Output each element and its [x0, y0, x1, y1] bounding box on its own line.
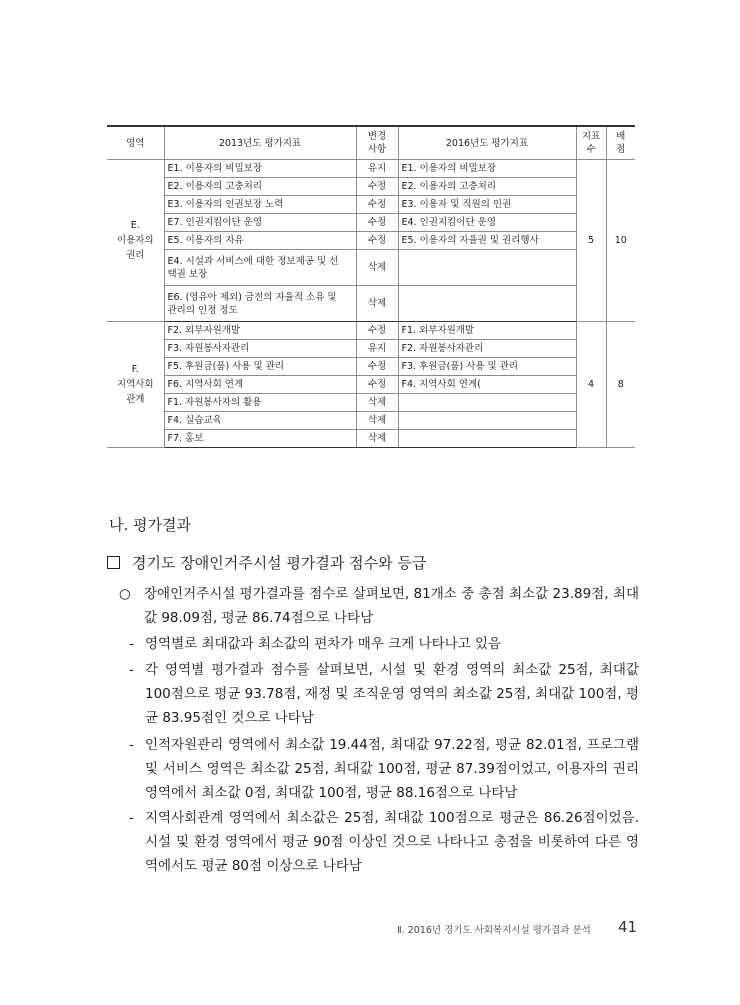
- dash-bullet-paragraph: [129, 632, 639, 656]
- old-indicator: F4. 실습교육: [164, 412, 356, 430]
- change-status: 삭제: [356, 430, 398, 448]
- change-status: 수정: [356, 322, 398, 340]
- table-row: [107, 430, 635, 448]
- new-indicator: E2. 이용자의 고충처리: [398, 178, 576, 196]
- change-status: 수정: [356, 178, 398, 196]
- old-indicator: E3. 이용자의 인권보장 노력: [164, 196, 356, 214]
- new-indicator: [398, 430, 576, 448]
- paragraph-text: 인적자원관리 영역에서 최소값 19.44점, 최대값 97.22점, 평균 82.01점, 프로그램 및 서비스 영역은 최소값 25점, 최대값 100점, 평균 87.39점이었고, 이용자의 권리 영역에서 최소값 0점, 최대값 100점, 평균 88.16점으로 나타남: [145, 737, 639, 801]
- count-e-cell: 5: [576, 160, 606, 322]
- new-indicator: F4. 지역사회 연계(: [398, 376, 576, 394]
- footer-chapter-text: Ⅱ. 2016년 경기도 사회복지시설 평가결과 분석: [397, 925, 591, 936]
- old-indicator: F1. 자원봉사자의 활용: [164, 394, 356, 412]
- evaluation-indicator-table: [107, 125, 635, 448]
- table-row: [107, 196, 635, 214]
- table-row: [107, 286, 635, 322]
- change-status: 유지: [356, 340, 398, 358]
- header-score: 배 점: [606, 126, 635, 160]
- paragraph-text: 장애인거주시설 평가결과를 점수로 살펴보면, 81개소 중 총점 최소값 23.89점, 최대값 98.09점, 평균 86.74점으로 나타남: [144, 586, 639, 626]
- group-e: [107, 160, 635, 322]
- dash-bullet-icon: -: [129, 737, 134, 753]
- square-bullet-icon: [107, 556, 120, 569]
- header-2016-indicator: 2016년도 평가지표: [398, 126, 576, 160]
- dash-bullet-icon: -: [129, 636, 134, 652]
- old-indicator: F5. 후원금(품) 사용 및 관리: [164, 358, 356, 376]
- table-header-row: [107, 126, 635, 160]
- count-f-cell: 4: [576, 322, 606, 448]
- new-indicator: F3. 후원금(품) 사용 및 관리: [398, 358, 576, 376]
- header-count: 지표 수: [576, 126, 606, 160]
- change-status: 삭제: [356, 250, 398, 286]
- dash-bullet-icon: -: [129, 662, 134, 678]
- change-status: 삭제: [356, 412, 398, 430]
- header-area: 영역: [107, 126, 164, 160]
- change-status: 수정: [356, 376, 398, 394]
- table-row: [107, 232, 635, 250]
- circle-bullet-paragraph: [119, 582, 639, 630]
- old-indicator: E4. 시설과 서비스에 대한 정보제공 및 선 택권 보장: [164, 250, 356, 286]
- dash-bullet-paragraph: [129, 806, 639, 878]
- table-row: [107, 394, 635, 412]
- new-indicator: [398, 412, 576, 430]
- group-f: [107, 322, 635, 448]
- change-status: 수정: [356, 232, 398, 250]
- new-indicator: F1. 외부자원개발: [398, 322, 576, 340]
- circle-bullet-icon: ○: [119, 586, 131, 602]
- table-row: [107, 322, 635, 340]
- score-f-cell: 8: [606, 322, 635, 448]
- table-row: [107, 358, 635, 376]
- old-indicator: F2. 외부자원개발: [164, 322, 356, 340]
- new-indicator: [398, 250, 576, 286]
- new-indicator: F2. 자원봉사자관리: [398, 340, 576, 358]
- subsection-title: [107, 552, 426, 573]
- old-indicator: E5. 이용자의 자유: [164, 232, 356, 250]
- paragraph-text: 지역사회관계 영역에서 최소값은 25점, 최대값 100점으로 평균은 86.26점이었음. 시설 및 환경 영역에서 평균 90점 이상인 것으로 나타나고 총점을 비롯하여 다른 영역에서도 평균 80점 이상으로 나타남: [145, 810, 639, 874]
- header-2013-indicator: 2013년도 평가지표: [164, 126, 356, 160]
- change-status: 삭제: [356, 286, 398, 322]
- old-indicator: E1. 이용자의 비밀보장: [164, 160, 356, 178]
- new-indicator: [398, 394, 576, 412]
- dash-bullet-paragraph: [129, 658, 639, 730]
- table-row: [107, 340, 635, 358]
- dash-bullet-paragraph: [129, 733, 639, 805]
- old-indicator: E2. 이용자의 고충처리: [164, 178, 356, 196]
- page-number: 41: [618, 918, 638, 936]
- new-indicator: E4. 인권지킴이단 운영: [398, 214, 576, 232]
- area-e-cell: E. 이용자의 권리: [107, 160, 164, 322]
- dash-bullet-icon: -: [129, 810, 134, 826]
- table-row: [107, 214, 635, 232]
- change-status: 유지: [356, 160, 398, 178]
- table-row: [107, 178, 635, 196]
- subsection-title-text: 경기도 장애인거주시설 평가결과 점수와 등급: [132, 554, 427, 572]
- section-title: 나. 평가결과: [109, 516, 191, 534]
- new-indicator: E1. 이용자의 비밀보장: [398, 160, 576, 178]
- change-status: 삭제: [356, 394, 398, 412]
- old-indicator: E6. (영유아 제외) 금전의 자율적 소유 및 관리의 인정 정도: [164, 286, 356, 322]
- change-status: 수정: [356, 196, 398, 214]
- new-indicator: [398, 286, 576, 322]
- header-change: 변경 사항: [356, 126, 398, 160]
- area-f-cell: F. 지역사회 관계: [107, 322, 164, 448]
- old-indicator: F3. 자원봉사자관리: [164, 340, 356, 358]
- paragraph-text: 각 영역별 평가결과 점수를 살펴보면, 시설 및 환경 영역의 최소값 25점, 최대값 100점으로 평균 93.78점, 재정 및 조직운영 영역의 최소값 25점, 최대값 100점, 평균 83.95점인 것으로 나타남: [145, 662, 639, 726]
- table-row: [107, 412, 635, 430]
- table-row: [107, 376, 635, 394]
- old-indicator: F6. 지역사회 연계: [164, 376, 356, 394]
- old-indicator: E7. 인권지킴이단 운영: [164, 214, 356, 232]
- old-indicator: F7. 홍보: [164, 430, 356, 448]
- table-row: [107, 160, 635, 178]
- new-indicator: E5. 이용자의 자율권 및 권리행사: [398, 232, 576, 250]
- new-indicator: E3. 이용자 및 직원의 인권: [398, 196, 576, 214]
- paragraph-text: 영역별로 최대값과 최소값의 편차가 매우 크게 나타나고 있음: [145, 636, 502, 652]
- table-row: [107, 250, 635, 286]
- change-status: 수정: [356, 214, 398, 232]
- change-status: 수정: [356, 358, 398, 376]
- score-e-cell: 10: [606, 160, 635, 322]
